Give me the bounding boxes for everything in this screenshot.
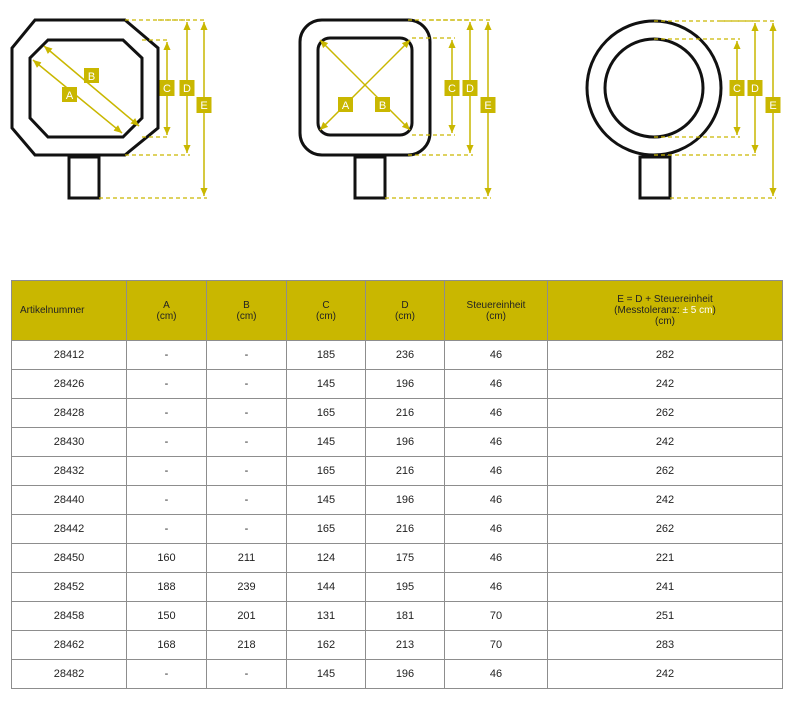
- square-mirror-diagram: [300, 20, 496, 198]
- table-row: [12, 486, 783, 515]
- table-cell: -: [207, 660, 287, 689]
- table-cell: 181: [366, 602, 445, 631]
- octagon-inner-glass: [30, 40, 142, 137]
- specification-table: [11, 280, 783, 689]
- table-cell: 28482: [12, 660, 127, 689]
- label-b: B: [87, 71, 96, 83]
- table-cell: -: [207, 457, 287, 486]
- dimension-a-arrow: [33, 60, 122, 133]
- mirror-dimension-diagrams: [0, 0, 800, 240]
- table-row: [12, 660, 783, 689]
- round-outer-frame: [587, 21, 721, 155]
- table-cell: 28430: [12, 428, 127, 457]
- table-cell: 196: [366, 428, 445, 457]
- table-cell: 216: [366, 457, 445, 486]
- table-cell: -: [127, 660, 207, 689]
- col-header-steuereinheit: Steuereinheit (cm): [445, 281, 548, 341]
- round-mirror-diagram: [587, 21, 781, 198]
- table-cell: 28452: [12, 573, 127, 602]
- table-cell: 28442: [12, 515, 127, 544]
- table-cell: 46: [445, 457, 548, 486]
- table-cell: -: [207, 428, 287, 457]
- table-cell: -: [207, 399, 287, 428]
- table-cell: -: [207, 370, 287, 399]
- table-cell: -: [207, 515, 287, 544]
- table-row: [12, 428, 783, 457]
- table-cell: 28450: [12, 544, 127, 573]
- table-row: [12, 544, 783, 573]
- col-header-d: D (cm): [366, 281, 445, 341]
- col-header-c: C (cm): [287, 281, 366, 341]
- label-e: E: [769, 100, 777, 112]
- table-cell: 242: [548, 660, 783, 689]
- table-cell: 46: [445, 660, 548, 689]
- table-cell: 131: [287, 602, 366, 631]
- table-cell: 188: [127, 573, 207, 602]
- table-cell: 196: [366, 486, 445, 515]
- table-cell: 46: [445, 573, 548, 602]
- table-cell: 46: [445, 341, 548, 370]
- label-c: C: [448, 83, 456, 95]
- table-cell: 145: [287, 486, 366, 515]
- table-cell: -: [127, 341, 207, 370]
- label-c: C: [163, 83, 171, 95]
- table-cell: 46: [445, 399, 548, 428]
- dimension-b-arrow: [44, 46, 139, 126]
- table-cell: 241: [548, 573, 783, 602]
- table-cell: -: [127, 457, 207, 486]
- table-cell: 160: [127, 544, 207, 573]
- table-cell: -: [127, 515, 207, 544]
- table-cell: 28458: [12, 602, 127, 631]
- table-cell: 236: [366, 341, 445, 370]
- label-d: D: [466, 83, 474, 95]
- table-cell: 201: [207, 602, 287, 631]
- table-row: [12, 341, 783, 370]
- table-row: [12, 399, 783, 428]
- table-cell: 28432: [12, 457, 127, 486]
- table-cell: -: [207, 341, 287, 370]
- table-cell: 262: [548, 457, 783, 486]
- table-row: [12, 515, 783, 544]
- label-b: B: [378, 100, 387, 112]
- table-cell: 262: [548, 515, 783, 544]
- table-row: [12, 457, 783, 486]
- table-cell: 213: [366, 631, 445, 660]
- table-cell: 185: [287, 341, 366, 370]
- table-cell: 251: [548, 602, 783, 631]
- table-cell: 46: [445, 486, 548, 515]
- tolerance-highlight: ± 5 cm: [682, 305, 713, 316]
- table-cell: 242: [548, 486, 783, 515]
- table-cell: 124: [287, 544, 366, 573]
- table-cell: 28440: [12, 486, 127, 515]
- table-cell: -: [127, 370, 207, 399]
- control-unit: [640, 157, 670, 198]
- label-e: E: [484, 100, 492, 112]
- table-cell: 216: [366, 399, 445, 428]
- table-cell: 150: [127, 602, 207, 631]
- table-cell: 196: [366, 660, 445, 689]
- table-cell: 28428: [12, 399, 127, 428]
- table-cell: 218: [207, 631, 287, 660]
- table-cell: 28426: [12, 370, 127, 399]
- col-header-artikelnummer: Artikelnummer: [12, 281, 127, 341]
- table-cell: 195: [366, 573, 445, 602]
- table-cell: 46: [445, 428, 548, 457]
- table-row: [12, 602, 783, 631]
- col-header-b: B (cm): [207, 281, 287, 341]
- label-a: A: [65, 90, 74, 102]
- table-cell: 46: [445, 370, 548, 399]
- table-cell: 28412: [12, 341, 127, 370]
- octagon-mirror-diagram: [12, 20, 212, 198]
- table-cell: 165: [287, 515, 366, 544]
- col-header-a: A (cm): [127, 281, 207, 341]
- table-cell: 242: [548, 428, 783, 457]
- control-unit: [355, 157, 385, 198]
- table-cell: 239: [207, 573, 287, 602]
- table-cell: 70: [445, 602, 548, 631]
- table-cell: 168: [127, 631, 207, 660]
- table-cell: 283: [548, 631, 783, 660]
- table-cell: 221: [548, 544, 783, 573]
- table-cell: -: [127, 428, 207, 457]
- table-header-row: [12, 281, 783, 341]
- table-cell: 145: [287, 660, 366, 689]
- table-row: [12, 573, 783, 602]
- label-d: D: [183, 83, 191, 95]
- label-a: A: [341, 100, 350, 112]
- table-cell: 165: [287, 399, 366, 428]
- label-e: E: [200, 100, 208, 112]
- table-cell: 216: [366, 515, 445, 544]
- table-row: [12, 631, 783, 660]
- round-inner-glass: [605, 39, 703, 137]
- table-cell: 145: [287, 370, 366, 399]
- table-cell: 165: [287, 457, 366, 486]
- table-row: [12, 370, 783, 399]
- col-header-e: E = D + Steuereinheit (Messtoleranz: ± 5 cm) (cm): [548, 281, 783, 341]
- table-cell: -: [127, 399, 207, 428]
- label-c: C: [733, 83, 741, 95]
- table-cell: 162: [287, 631, 366, 660]
- table-cell: 144: [287, 573, 366, 602]
- table-cell: 46: [445, 515, 548, 544]
- table-cell: -: [127, 486, 207, 515]
- table-cell: 242: [548, 370, 783, 399]
- table-cell: 211: [207, 544, 287, 573]
- table-cell: 196: [366, 370, 445, 399]
- label-d: D: [751, 83, 759, 95]
- table-cell: 175: [366, 544, 445, 573]
- table-cell: 145: [287, 428, 366, 457]
- table-cell: 262: [548, 399, 783, 428]
- table-cell: -: [207, 486, 287, 515]
- table-cell: 28462: [12, 631, 127, 660]
- table-cell: 46: [445, 544, 548, 573]
- table-cell: 282: [548, 341, 783, 370]
- control-unit: [69, 157, 99, 198]
- table-cell: 70: [445, 631, 548, 660]
